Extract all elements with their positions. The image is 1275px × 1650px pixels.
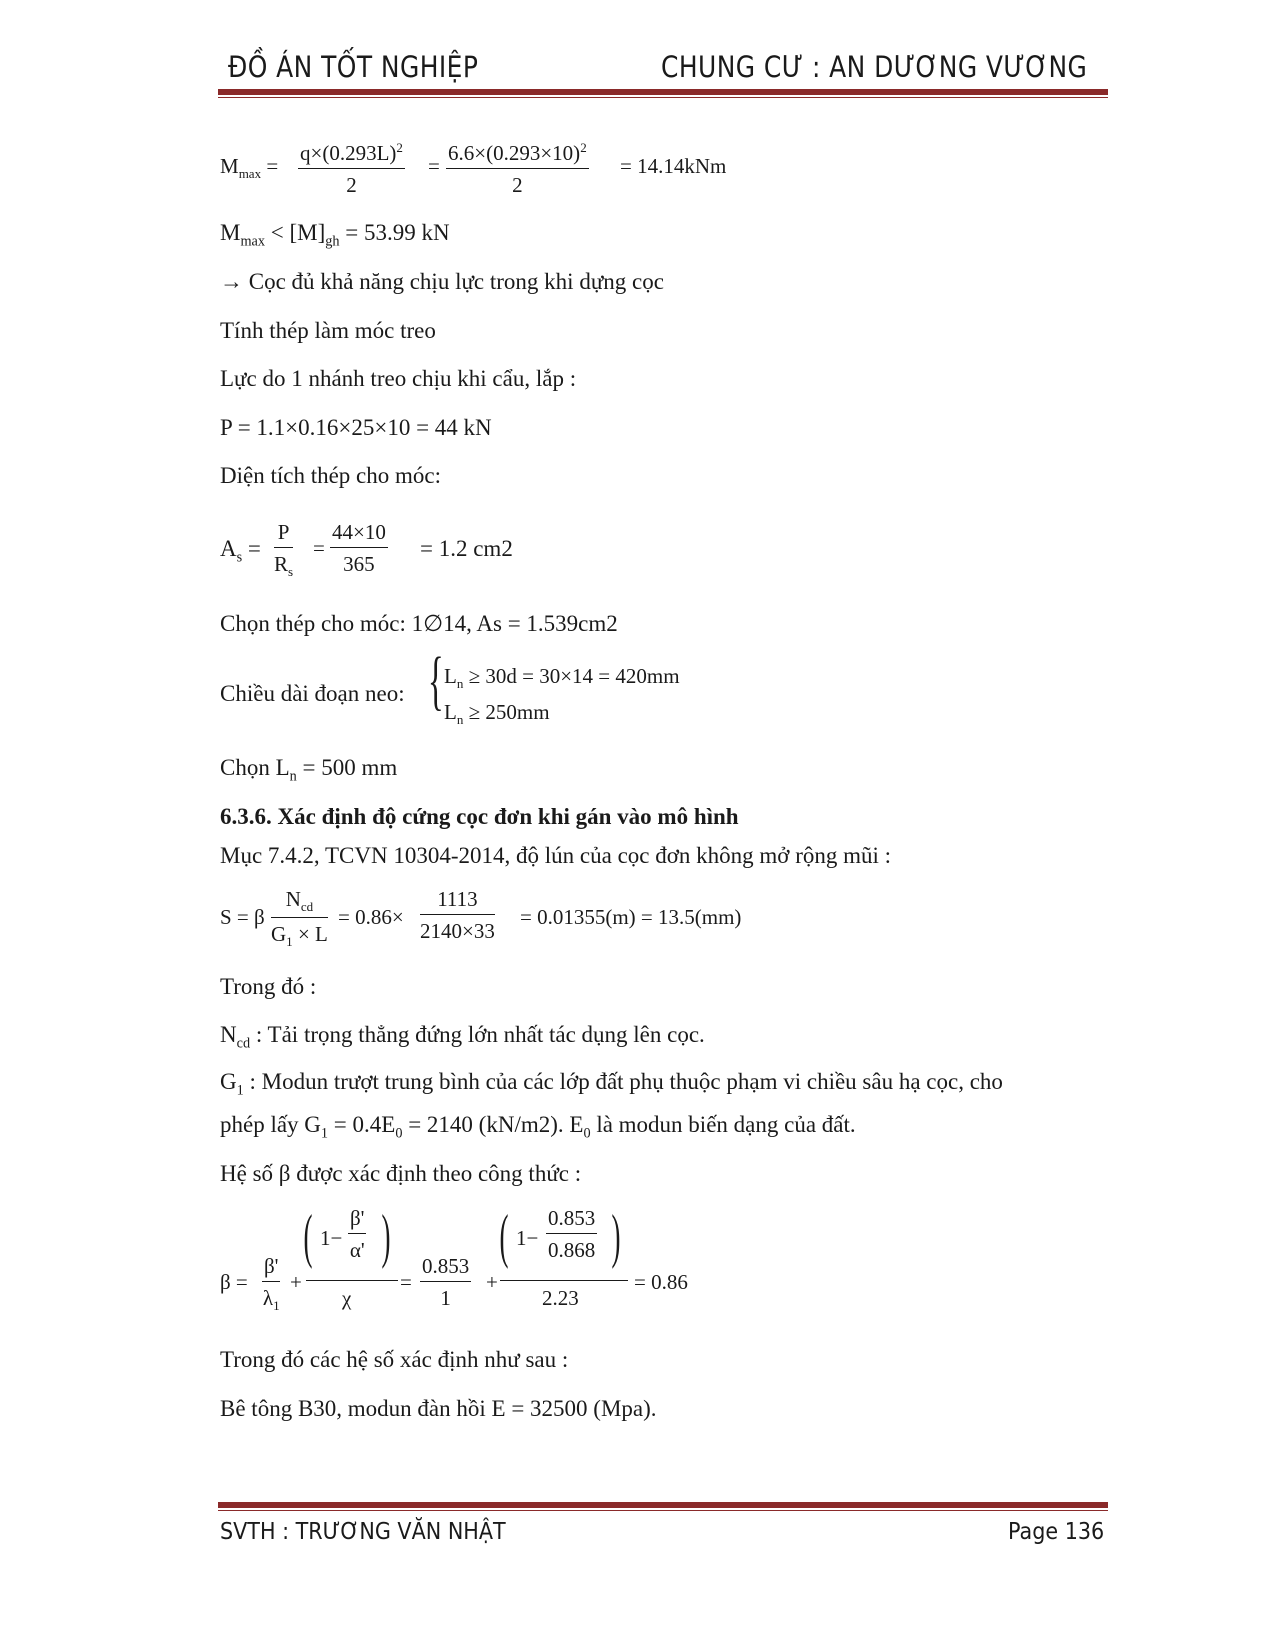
anchor-brace: {: [427, 644, 444, 717]
mmax-f1-num: q×(0.293L): [300, 141, 397, 165]
mmax-f2-den: 2: [512, 173, 523, 197]
as-eq1: =: [247, 536, 261, 561]
section-heading: 6.3.6. Xác định độ cứng cọc đơn khi gán vào mô hình: [220, 804, 739, 829]
as-f2-den: 365: [343, 552, 375, 576]
choose-steel-line: Chọn thép cho móc: 1∅14, As = 1.539cm2: [220, 611, 618, 636]
choose-ln-line: Chọn $L_n = 500$ mm: [220, 755, 398, 785]
s-result: = 0.01355(m) = 13.5(mm): [520, 905, 742, 929]
as-f2-num: 44×10: [332, 520, 386, 544]
mmax-f2-num: 6.6×(0.293×10): [448, 141, 581, 165]
as-fraction-2: [330, 520, 388, 577]
as-f1-num: P: [277, 520, 290, 544]
ncd-line: $N_{cd}$ : Tải trọng thẳng đứng lớn nhất tác dụng lên cọc.: [220, 1022, 705, 1052]
conclusion-line: → Cọc đủ khả năng chịu lực trong khi dựng cọc: [220, 269, 664, 294]
force-line: Lực do 1 nhánh treo chịu khi cẩu, lắp :: [220, 366, 577, 391]
mmax-f1-sup: 2: [396, 140, 403, 155]
as-result: = 1.2 cm2: [420, 536, 513, 561]
header-project: CHUNG CƯ : AN DƯƠNG VƯƠNG: [661, 50, 1088, 84]
beta-fraction-4: ( 1− 0.853 0.868 ) 2.23: [500, 1200, 630, 1320]
footer-rule-thick: [218, 1502, 1108, 1508]
mmax-fraction-1: [298, 140, 405, 198]
beta-fraction-1: β' $\lambda_1$: [262, 1254, 280, 1314]
g1-line-2: phép lấy $G_1 = 0.4E_0 = 2140$ (kN/m2). $E_0$ là modun biến dạng của đất.: [220, 1112, 856, 1142]
header-title: ĐỒ ÁN TỐT NGHIỆP: [228, 50, 479, 84]
mmax-fraction-2: [446, 140, 589, 198]
beta-intro-line: Hệ số β được xác định theo công thức :: [220, 1161, 582, 1186]
anchor-label: Chiều dài đoạn neo:: [220, 681, 405, 706]
s-lhs: S = β: [220, 905, 265, 929]
mmax-symbol: M: [220, 154, 239, 178]
footer-author: SVTH : TRƯƠNG VĂN NHẬT: [220, 1519, 506, 1545]
as-f1-den-sub: s: [288, 564, 294, 580]
as-fraction-1: [274, 520, 293, 580]
beta-plus-1: +: [290, 1270, 302, 1294]
anchor-condition-1: $L_n \ge 30d = 30\times 14 = 420mm$: [444, 664, 680, 692]
beta-lhs: β =: [220, 1270, 248, 1294]
header-rule-thin: [218, 97, 1108, 98]
mmax-result: = 14.14kNm: [620, 154, 727, 178]
s-fraction-2: 1113 2140×33: [420, 887, 495, 943]
as-eq2: =: [313, 536, 325, 560]
beta-plus-2: +: [486, 1270, 498, 1294]
as-subscript: s: [236, 549, 243, 566]
as-f1-den: R: [274, 552, 289, 576]
clause-line: Mục 7.4.2, TCVN 10304-2014, độ lún của cọc đơn không mở rộng mũi :: [220, 843, 892, 868]
mmax-f1-den: 2: [346, 173, 357, 197]
mmax-subscript: max: [238, 166, 262, 182]
beta-result: = 0.86: [634, 1270, 688, 1294]
footer-rule-thin: [218, 1510, 1108, 1511]
area-line: Diện tích thép cho móc:: [220, 463, 441, 488]
as-symbol: A: [220, 536, 237, 561]
concrete-line: Bê tông B30, modun đàn hồi E = 32500 (Mpa).: [220, 1396, 657, 1421]
beta-fraction-3: 0.853 1: [422, 1254, 470, 1310]
mmax-f2-sup: 2: [580, 140, 587, 155]
beta-eq: =: [400, 1270, 412, 1294]
mmax-comparison: $M_{max} < [M]_{gh} = 53.99$ kN: [220, 220, 450, 250]
s-fraction-1: $N_{cd}$ $G_1 \times L$: [271, 887, 328, 950]
p-equation-line: P = 1.1×0.16×25×10 = 44 kN: [220, 415, 492, 440]
g1-line-1: $G_1$ : Modun trượt trung bình của các lớp đất phụ thuộc phạm vi chiều sâu hạ cọc, cho: [220, 1069, 1003, 1099]
beta-fraction-2: ( 1− β' α' ) χ: [306, 1198, 396, 1318]
page-number: Page 136: [1008, 1519, 1105, 1545]
where-line: Trong đó :: [220, 974, 317, 999]
s-mid: = 0.86×: [338, 905, 404, 929]
coefficients-line: Trong đó các hệ số xác định như sau :: [220, 1347, 569, 1372]
steel-hook-line: Tính thép làm móc treo: [220, 318, 436, 343]
mmax-eq1: =: [266, 154, 279, 178]
header-rule-thick: [218, 89, 1108, 95]
mmax-eq2: =: [428, 154, 440, 178]
anchor-condition-2: $L_n \ge 250mm$: [444, 700, 550, 728]
